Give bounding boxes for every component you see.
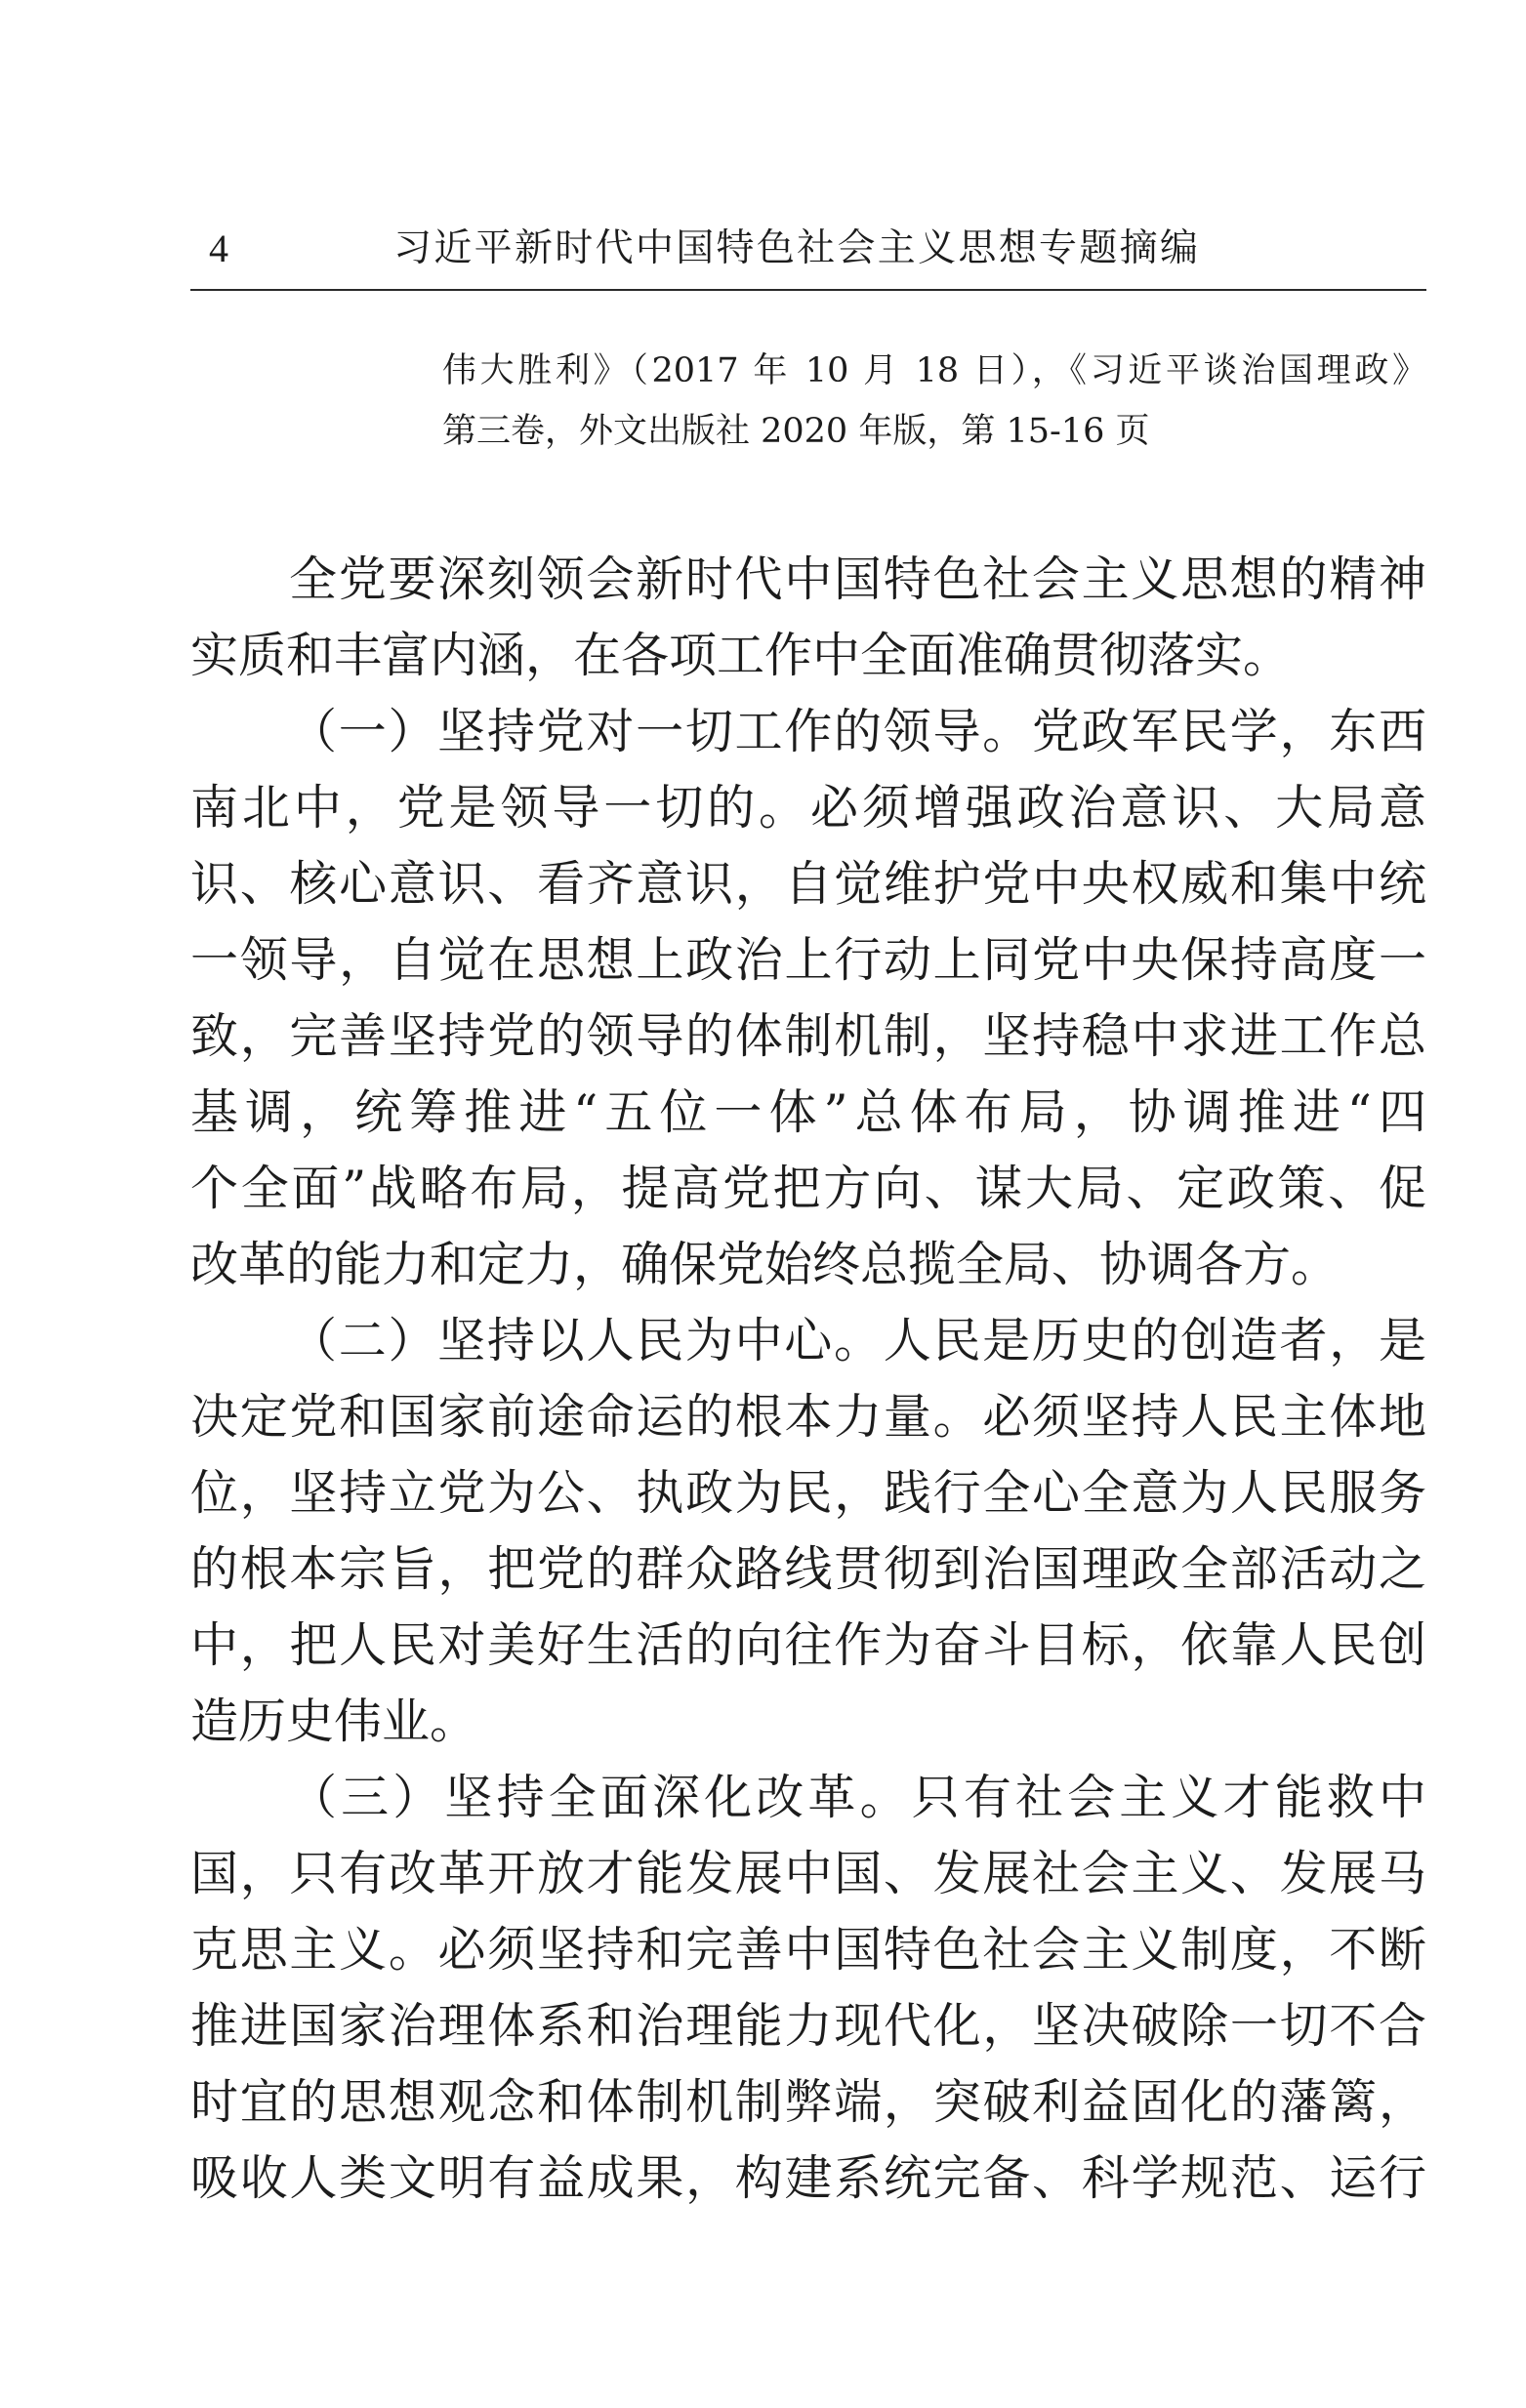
paragraph-line: 中，把人民对美好生活的向往作为奋斗目标，依靠人民创	[190, 1617, 1426, 1673]
paragraph-line: 位，坚持立党为公、执政为民，践行全心全意为人民服务	[190, 1465, 1426, 1521]
paragraph-line: 识、核心意识、看齐意识，自觉维护党中央权威和集中统	[190, 856, 1426, 912]
header-rule	[190, 289, 1426, 291]
paragraph-line: 国，只有改革开放才能发展中国、发展社会主义、发展马	[190, 1846, 1426, 1901]
paragraph	[190, 1303, 1426, 1760]
paragraph-line: 全党要深刻领会新时代中国特色社会主义思想的精神	[289, 551, 1426, 607]
citation-line: 第三卷，外文出版社 2020 年版，第 15-16 页	[442, 412, 1150, 451]
paragraph	[190, 542, 1426, 694]
paragraph-line: 南北中，党是领导一切的。必须增强政治意识、大局意	[190, 780, 1426, 836]
running-title: 习近平新时代中国特色社会主义思想专题摘编	[393, 226, 1198, 270]
paragraph-line: 一领导，自觉在思想上政治上行动上同党中央保持高度一	[190, 932, 1426, 988]
paragraph	[190, 1760, 1426, 2217]
body-text	[190, 542, 1426, 2217]
paragraph-line: （一）坚持党对一切工作的领导。党政军民学，东西	[289, 704, 1426, 759]
paragraph-line: 的根本宗旨，把党的群众路线贯彻到治国理政全部活动之	[190, 1541, 1426, 1597]
paragraph-line: 致，完善坚持党的领导的体制机制，坚持稳中求进工作总	[190, 1008, 1426, 1064]
paragraph-line: 改革的能力和定力，确保党始终总揽全局、协调各方。	[190, 1237, 1340, 1292]
paragraph-line: （二）坚持以人民为中心。人民是历史的创造者，是	[289, 1313, 1426, 1368]
paragraph-line: 实质和丰富内涵，在各项工作中全面准确贯彻落实。	[190, 628, 1292, 683]
citation-line: 伟大胜利》（2017 年 10 月 18 日），《习近平谈治国理政》	[442, 351, 1426, 390]
paragraph-line: 基调，统筹推进“五位一体”总体布局，协调推进“四	[190, 1084, 1426, 1140]
paragraph-line: 造历史伟业。	[190, 1694, 478, 1749]
paragraph-line: 个全面”战略布局，提高党把方向、谋大局、定政策、促	[190, 1161, 1426, 1216]
source-citation	[442, 341, 1426, 462]
paragraph-line: （三）坚持全面深化改革。只有社会主义才能救中	[289, 1770, 1426, 1825]
paragraph-line: 时宜的思想观念和体制机制弊端，突破利益固化的藩篱，	[190, 2074, 1426, 2130]
paragraph	[190, 694, 1426, 1303]
paragraph-line: 推进国家治理体系和治理能力现代化，坚决破除一切不合	[190, 1998, 1426, 2054]
paragraph-line: 克思主义。必须坚持和完善中国特色社会主义制度，不断	[190, 1922, 1426, 1978]
paragraph-line: 决定党和国家前途命运的根本力量。必须坚持人民主体地	[190, 1389, 1426, 1445]
paragraph-line: 吸收人类文明有益成果，构建系统完备、科学规范、运行	[190, 2150, 1426, 2206]
page-number: 4	[209, 226, 228, 270]
